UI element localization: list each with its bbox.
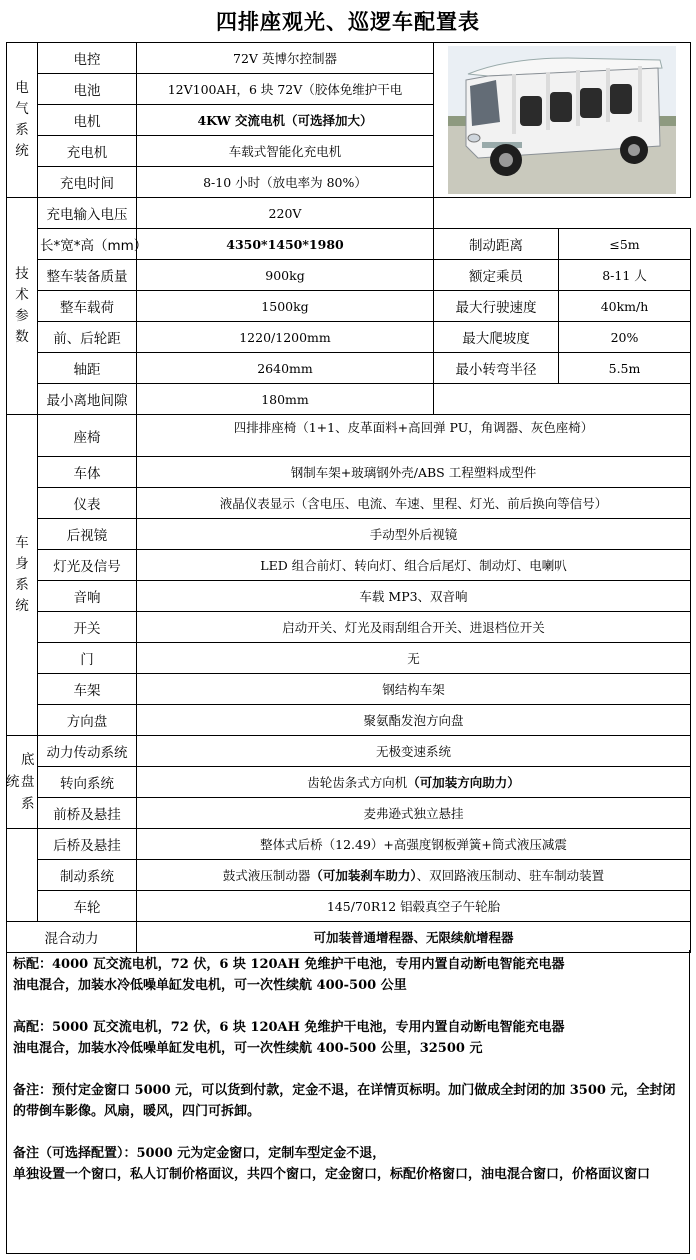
spec-value: 72V 英博尔控制器	[137, 43, 434, 74]
spec-label: 灯光及信号	[38, 550, 137, 581]
spec-value: 齿轮齿条式方向机（可加装方向助力）	[137, 767, 691, 798]
spec-value: 145/70R12 铝毂真空子午轮胎	[137, 891, 691, 922]
spec-label: 方向盘	[38, 705, 137, 736]
vehicle-photo	[434, 43, 691, 198]
spec-value: 220V	[137, 198, 434, 229]
page-title: 四排座观光、巡逻车配置表	[216, 9, 480, 34]
spec-label: 后桥及悬挂	[38, 829, 137, 860]
spec-value: 4KW 交流电机（可选择加大）	[137, 105, 434, 136]
note-high: 高配：5000 瓦交流电机，72 伏，6 块 120AH 免维护干电池，专用内置自动断电智能充电器	[13, 1020, 565, 1035]
category-chassis: 底 统 盘 系	[7, 736, 38, 829]
spec-label: 转向系统	[38, 767, 137, 798]
spec-label: 电控	[38, 43, 137, 74]
spec-value: ≤5m	[559, 229, 691, 260]
spec-value: 整体式后桥（12.49）+高强度钢板弹簧+筒式液压减震	[137, 829, 691, 860]
spec-value: 麦弗逊式独立悬挂	[137, 798, 691, 829]
spec-label: 座椅	[38, 415, 137, 457]
spec-label: 制动距离	[434, 229, 559, 260]
spec-table	[6, 42, 691, 953]
spec-value: 无极变速系统	[137, 736, 691, 767]
spec-value: 液晶仪表显示（含电压、电流、车速、里程、灯光、前后换向等信号）	[137, 488, 691, 519]
spec-value: 40km/h	[559, 291, 691, 322]
spec-value: 四排排座椅（1+1、皮革面料+高回弹 PU，角调器、灰色座椅）	[137, 415, 691, 457]
note-high-hybrid: 油电混合，加装水冷低噪单缸发电机，可一次性续航 400-500 公里，32500 元	[13, 1041, 483, 1056]
spec-label: 充电输入电压	[38, 198, 137, 229]
note-optional: 备注（可选择配置）：5000 元为定金窗口，定制车型定金不退，	[13, 1146, 386, 1161]
category-technical: 技术参数	[7, 198, 38, 415]
spec-label: 动力传动系统	[38, 736, 137, 767]
spec-value: LED 组合前灯、转向灯、组合后尾灯、制动灯、电喇叭	[137, 550, 691, 581]
spec-value: 8-10 小时（放电率为 80%）	[137, 167, 434, 198]
spec-value: 钢制车架+玻璃钢外壳/ABS 工程塑料成型件	[137, 457, 691, 488]
spec-value: 1500kg	[137, 291, 434, 322]
spec-value: 手动型外后视镜	[137, 519, 691, 550]
spec-value: 4350*1450*1980	[137, 229, 434, 260]
spec-value: 钢结构车架	[137, 674, 691, 705]
spec-label: 充电时间	[38, 167, 137, 198]
spec-label: 电池	[38, 74, 137, 105]
spec-label: 额定乘员	[434, 260, 559, 291]
spec-label: 前桥及悬挂	[38, 798, 137, 829]
spec-value: 聚氨酯发泡方向盘	[137, 705, 691, 736]
hybrid-value: 可加装普通增程器、无限续航增程器	[137, 922, 691, 953]
spec-value: 20%	[559, 322, 691, 353]
spec-value: 1220/1200mm	[137, 322, 434, 353]
note-standard: 标配：4000 瓦交流电机，72 伏，6 块 120AH 免维护干电池，专用内置自动断电智能充电器	[13, 957, 565, 972]
spec-label: 后视镜	[38, 519, 137, 550]
spec-label: 轴距	[38, 353, 137, 384]
note-optional-detail: 单独设置一个窗口，私人订制价格面议，共四个窗口，定金窗口，标配价格窗口，油电混合窗口，价格面议窗口	[13, 1167, 651, 1182]
spec-label: 最大行驶速度	[434, 291, 559, 322]
notes-section	[6, 950, 690, 1254]
spec-label: 车体	[38, 457, 137, 488]
spec-value: 车载式智能化充电机	[137, 136, 434, 167]
category-chassis-cont	[7, 829, 38, 922]
spec-value: 无	[137, 643, 691, 674]
category-body: 车身系统	[7, 415, 38, 736]
spec-label: 电机	[38, 105, 137, 136]
spec-label: 整车装备质量	[38, 260, 137, 291]
hybrid-label: 混合动力	[7, 922, 137, 953]
spec-value: 车载 MP3、双音响	[137, 581, 691, 612]
spec-value: 2640mm	[137, 353, 434, 384]
spec-label: 整车载荷	[38, 291, 137, 322]
spec-value: 5.5m	[559, 353, 691, 384]
note-remark: 备注：预付定金窗口 5000 元，可以货到付款，定金不退，在详情页标明。加门做成全封闭的加 3500 元，全封闭的带倒车影像。风扇，暖风，四门可拆卸。	[13, 1083, 676, 1119]
spec-value: 启动开关、灯光及雨刮组合开关、进退档位开关	[137, 612, 691, 643]
spec-label: 车架	[38, 674, 137, 705]
spec-label: 长*宽*高（mm）	[38, 229, 137, 260]
spec-value: 900kg	[137, 260, 434, 291]
spec-value: 180mm	[137, 384, 434, 415]
spec-label: 仪表	[38, 488, 137, 519]
spec-value: 12V100AH，6 块 72V（胶体免维护干电	[137, 74, 434, 105]
spec-value: 8-11 人	[559, 260, 691, 291]
note-standard-hybrid: 油电混合，加装水冷低噪单缸发电机，可一次性续航 400-500 公里	[13, 978, 407, 993]
spec-label: 车轮	[38, 891, 137, 922]
spec-label: 音响	[38, 581, 137, 612]
spec-label: 最小离地间隙	[38, 384, 137, 415]
spec-label: 最小转弯半径	[434, 353, 559, 384]
spec-value: 鼓式液压制动器（可加装刹车助力）、双回路液压制动、驻车制动装置	[137, 860, 691, 891]
spec-label: 前、后轮距	[38, 322, 137, 353]
spec-label: 开关	[38, 612, 137, 643]
category-electrical: 电气系统	[7, 43, 38, 198]
spec-label: 最大爬坡度	[434, 322, 559, 353]
spec-label: 充电机	[38, 136, 137, 167]
sightseeing-cart-image	[448, 46, 676, 194]
spec-label: 制动系统	[38, 860, 137, 891]
spec-label: 门	[38, 643, 137, 674]
